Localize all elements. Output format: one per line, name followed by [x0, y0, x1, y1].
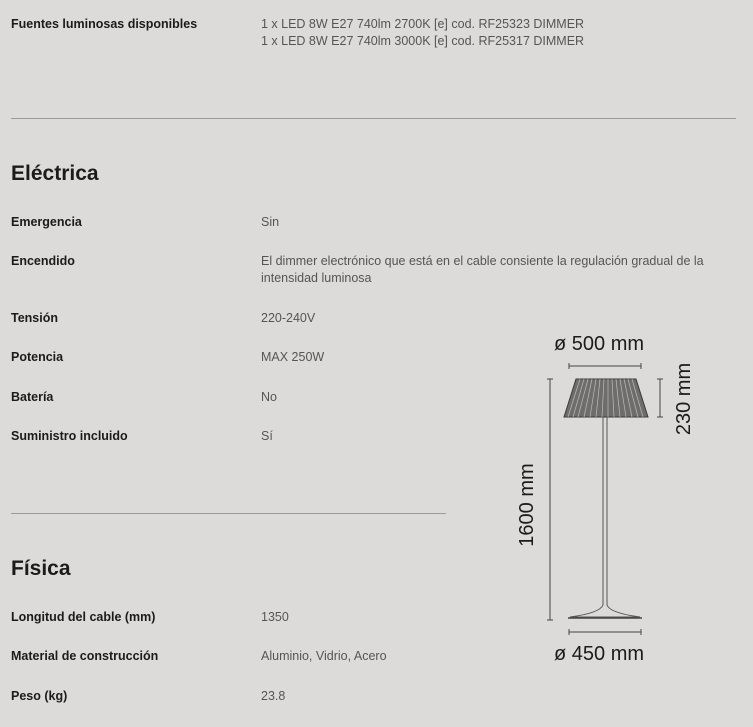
spec-value: No	[261, 390, 277, 404]
spec-value: Aluminio, Vidrio, Acero	[261, 649, 387, 663]
light-sources-values	[261, 16, 584, 50]
spec-label: Encendido	[11, 254, 75, 268]
lamp-stem-icon	[570, 417, 640, 617]
spec-value: El dimmer electrónico que está en el cable consiente la regulación gradual de la intensidad luminosa	[261, 254, 704, 285]
spec-row-emergencia	[11, 214, 279, 231]
section-title-electrica: Eléctrica	[11, 162, 99, 185]
shade-diameter-label: ø 500 mm	[554, 333, 645, 355]
lamp-shade-icon	[564, 379, 648, 417]
spec-label: Potencia	[11, 350, 64, 364]
lamp-dimension-drawing	[500, 325, 720, 670]
spec-row-encendido	[11, 253, 737, 287]
spec-label: Suministro incluido	[11, 429, 128, 443]
spec-row-suministro	[11, 428, 273, 445]
spec-value: 220-240V	[261, 311, 316, 325]
spec-row-potencia	[11, 349, 324, 366]
spec-value: 23.8	[261, 689, 286, 703]
spec-value: MAX 250W	[261, 350, 325, 364]
spec-row-bateria	[11, 389, 277, 406]
base-diameter-label: ø 450 mm	[554, 643, 645, 665]
divider-top	[11, 118, 736, 119]
spec-label: Batería	[11, 390, 54, 404]
total-height-label: 1600 mm	[516, 463, 538, 547]
spec-row-cable	[11, 609, 289, 626]
light-sources-label: Fuentes luminosas disponibles	[11, 17, 198, 31]
light-sources-row	[11, 16, 584, 50]
spec-label: Longitud del cable (mm)	[11, 610, 156, 624]
spec-label: Emergencia	[11, 215, 82, 229]
spec-label: Material de construcción	[11, 649, 159, 663]
light-source-1: 1 x LED 8W E27 740lm 2700K [e] cod. RF25323 DIMMER	[261, 17, 585, 31]
spec-value: Sin	[261, 215, 280, 229]
spec-label: Tensión	[11, 311, 58, 325]
spec-row-material	[11, 648, 387, 665]
spec-value: Sí	[261, 429, 273, 443]
spec-label: Peso (kg)	[11, 689, 68, 703]
spec-row-peso	[11, 688, 285, 705]
spec-row-tension	[11, 310, 315, 327]
spec-value: 1350	[261, 610, 289, 624]
divider-middle	[11, 513, 446, 514]
light-source-2: 1 x LED 8W E27 740lm 3000K [e] cod. RF25317 DIMMER	[261, 34, 585, 48]
section-title-fisica: Física	[11, 557, 71, 580]
shade-height-label: 230 mm	[673, 362, 695, 436]
